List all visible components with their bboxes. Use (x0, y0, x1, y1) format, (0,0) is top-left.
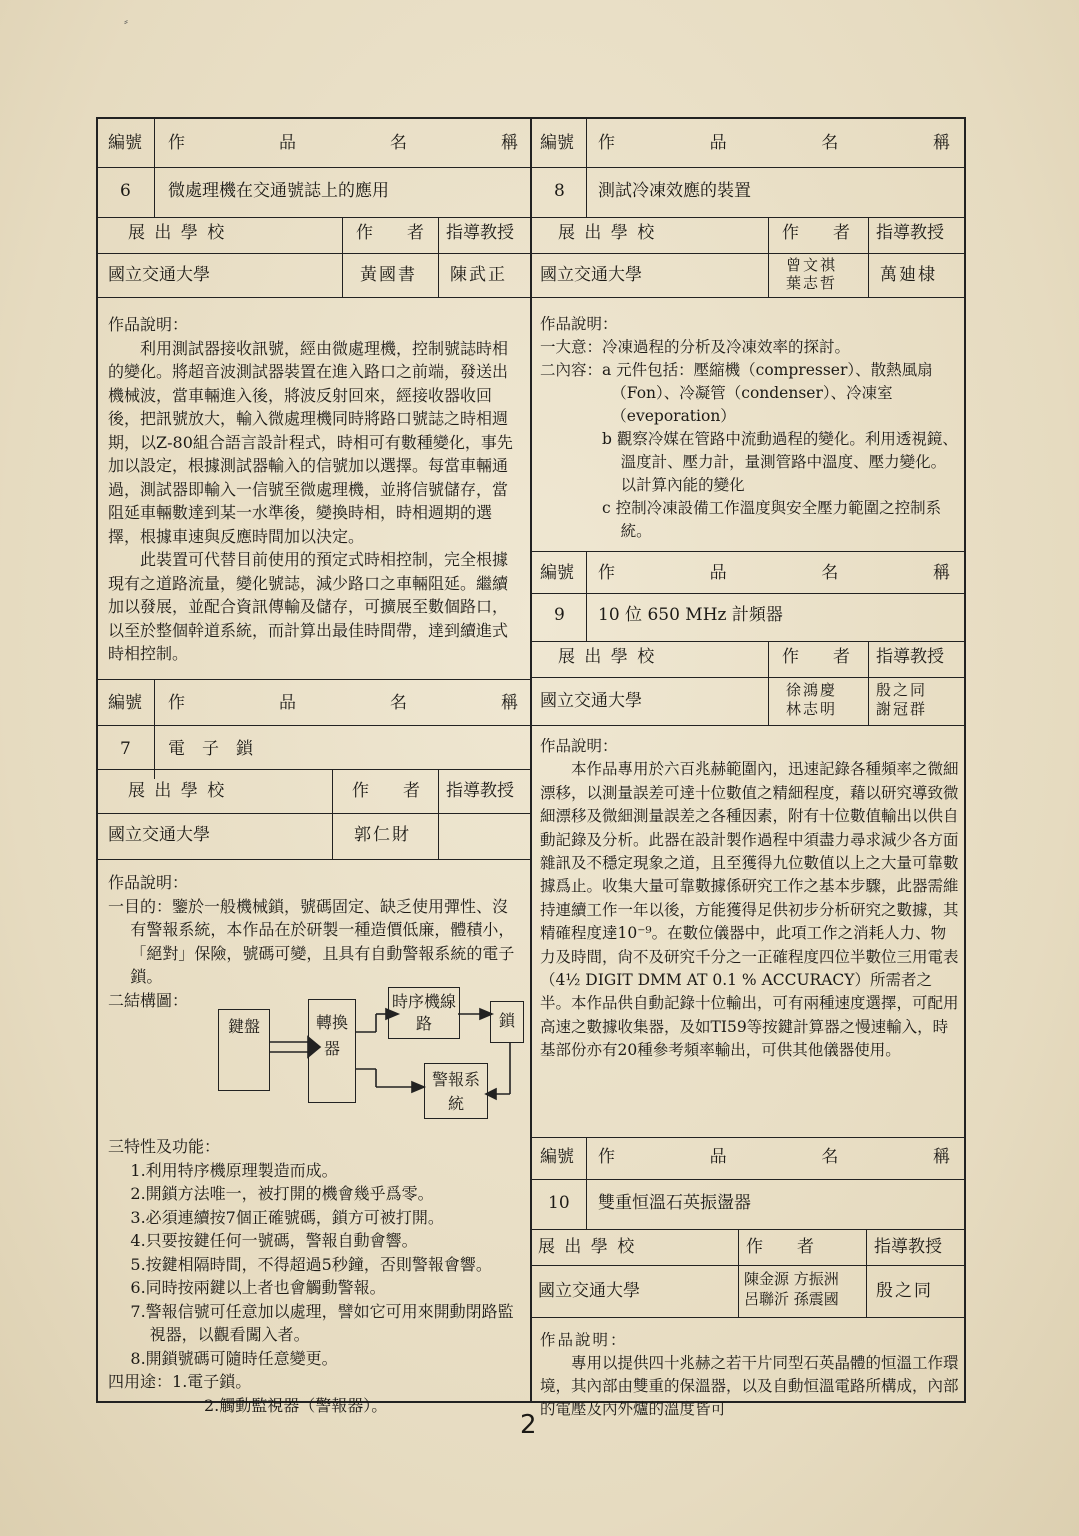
advisor-label: 指導教授 (876, 223, 944, 243)
header-name-char: 作 (598, 1147, 615, 1167)
header-name-label (598, 563, 950, 583)
author-name: 呂聯沂 孫震國 (744, 1290, 839, 1308)
header-name-char: 品 (279, 133, 296, 153)
entry-number: 6 (120, 181, 131, 201)
header-name-label (598, 133, 950, 153)
lock-box: 鎖 (490, 1001, 524, 1043)
divider (532, 1137, 964, 1138)
ink-mark: ⸗ (124, 14, 128, 28)
entry-number: 9 (554, 605, 565, 625)
author-label: 作 者 (352, 781, 420, 801)
advisor-names (876, 681, 927, 719)
header-name-char: 作 (598, 563, 615, 583)
advisor-name: 殷之同 (876, 681, 928, 699)
advisor-label: 指導教授 (446, 223, 514, 243)
content-line: c 控制冷凍設備工作溫度與安全壓力範圍之控制系統。 (602, 499, 942, 540)
entry-10-description (540, 1329, 960, 1421)
header-name-char: 名 (821, 133, 839, 153)
divider (532, 217, 964, 218)
divider (532, 1265, 964, 1266)
school-label: 展 出 學 校 (128, 781, 227, 801)
divider (532, 641, 964, 642)
divider (768, 641, 769, 725)
header-name-char: 名 (390, 693, 407, 713)
feature-item: 7.警報信號可任意加以處理，譬如它可用來開動閉路監視器，以觀看闖入者。 (130, 1301, 514, 1344)
description-title: 作品說明： (540, 737, 618, 755)
feature-item: 1.利用特序機原理製造而成。 (130, 1160, 338, 1180)
description-title: 作品說明： (108, 873, 189, 892)
entry-8-description (540, 313, 960, 543)
author-names (786, 256, 837, 292)
switcher-box: 轉換器 (308, 999, 356, 1103)
use-item: 2.觸動監視器（警報器）。 (204, 1395, 388, 1415)
description-paragraph: 本作品專用於六百兆赫範圍內，迅速記錄各種頻率之微細漂移，以測量誤差可達十位數值之精細程度，藉以研究導致微細漂移及微細測量誤差之各種因素，附有十位數值輸出以供自動記錄及分析。此器在設計製作過程中須盡力尋求減少各方面雜訊及不穩定現象之道，且至獲得九位數值以上之大量可靠數據爲止。收集大量可靠數據係研究工作之基本步驟，此器需維持連續工作一年以後，方能獲得足供初步分析研究之數據，其精確程度達10⁻⁹。在數位儀器中，此項工作之消耗人力、物力及時間，尙不及研究千分之一正確程度四位半數位三用電表（4½ DIGIT DMM AT 0.1 % ACCURACY）所需者之半。本作品供自動記錄十位輸出，可有兩種速度選擇，可配用高速之數據收集器，及如TI59等按鍵計算器之慢速輸入，時基部份亦有20種參考頻率輸出，可供其他儀器使用。 (540, 760, 959, 1060)
divider (866, 1229, 867, 1317)
divider (586, 1137, 587, 1229)
header-no-label: 編號 (108, 133, 142, 153)
advisor-label: 指導教授 (874, 1237, 942, 1257)
feature-item: 6.同時按兩鍵以上者也會觸動警報。 (130, 1278, 386, 1297)
header-name-char: 名 (821, 1147, 839, 1167)
advisor-name: 陳武正 (450, 265, 507, 285)
author-label: 作 者 (782, 647, 850, 667)
school-name: 國立交通大學 (538, 1281, 640, 1301)
school-label: 展 出 學 校 (128, 223, 227, 243)
author-label: 作 者 (356, 223, 424, 243)
school-name: 國立交通大學 (108, 265, 210, 285)
description-title: 作品說明： (540, 1331, 628, 1349)
header-name-char: 稱 (932, 133, 950, 153)
description-paragraph: 專用以提供四十兆赫之若干片同型石英晶體的恒溫工作環境，其內部由雙重的保溫器，以及自動恒溫電路所構成，內部的電壓及內外爐的溫度皆可 (540, 1354, 959, 1418)
divider (532, 1317, 964, 1318)
author-name: 曾文祺 (786, 256, 838, 274)
uses-label: 四用途： (108, 1372, 173, 1391)
divider (532, 253, 964, 254)
author-name: 郭仁財 (354, 825, 411, 845)
purpose-text: 一目的：鑒於一般機械鎖，號碼固定、缺乏使用彈性、沒有警報系統，本作品在於研製一種造價低廉，體積小，「絕對」保險，號碼可變，且具有自動警報系統的電子鎖。 (108, 896, 515, 986)
divider (586, 551, 587, 641)
entry-7-features (108, 1135, 522, 1417)
feature-item: 3.必須連續按7個正確號碼，鎖方可被打開。 (130, 1207, 444, 1227)
school-name: 國立交通大學 (540, 265, 642, 285)
header-name-char: 作 (598, 133, 615, 153)
feature-item: 5.按鍵相隔時間，不得超過5秒鐘，否則警報會響。 (130, 1254, 492, 1274)
divider (868, 641, 869, 725)
entry-number: 7 (120, 739, 131, 759)
advisor-name: 謝冠群 (876, 700, 928, 718)
school-label: 展 出 學 校 (538, 1237, 637, 1257)
advisor-label: 指導教授 (446, 781, 514, 801)
summary-line: 一大意：冷凍過程的分析及冷凍效率的探討。 (540, 338, 851, 356)
entry-9-description (540, 735, 960, 1063)
divider (532, 1179, 964, 1180)
advisor-name: 萬廸棣 (880, 265, 937, 285)
school-name: 國立交通大學 (108, 825, 210, 845)
left-column (98, 119, 532, 1415)
author-label: 作 者 (782, 223, 850, 243)
divider (532, 551, 964, 552)
header-name-char: 品 (709, 563, 727, 583)
header-name-label (598, 1147, 950, 1167)
header-name-char: 稱 (501, 133, 518, 153)
description-title: 作品說明： (540, 315, 618, 333)
divider (532, 297, 964, 298)
divider (532, 677, 964, 678)
entry-title: 測試冷凍效應的裝置 (598, 181, 751, 201)
header-name-char: 稱 (932, 563, 950, 583)
description-paragraph: 利用測試器接收訊號，經由微處理機，控制號誌時相的變化。將超音波測試器裝置在進入路口之前端，發送出機械波，當車輛進入後，將波反射回來，經接收器收回後，把訊號放大，輸入微處理機同時將路口號誌之時相週期，以Z-80組合語言設計程式，時相可有數種變化，事先加以設定，根據測試器輸入的信號加以選擇。每當車輛通過，測試器即輸入一信號至微處理機，並將信號儲存，當阻延車輛數達到某一水準後，變換時相，時相週期的選擇，根據車速與反應時間加以決定。 (108, 338, 513, 546)
school-label: 展 出 學 校 (558, 223, 657, 243)
advisor-name: 殷之同 (876, 1281, 933, 1301)
feature-item: 2.開鎖方法唯一，被打開的機會幾乎爲零。 (130, 1184, 434, 1203)
divider (586, 119, 587, 217)
entry-title: 微處理機在交通號誌上的應用 (168, 181, 389, 201)
advisor-label: 指導教授 (876, 647, 944, 667)
structure-label: 二結構圖： (108, 990, 189, 1010)
author-name: 陳金源 方振洲 (744, 1270, 839, 1288)
feature-item: 4.只要按鍵任何一號碼，警報自動會響。 (130, 1231, 418, 1250)
header-name-char: 稱 (932, 1147, 950, 1167)
description-paragraph: 此裝置可代替目前使用的預定式時相控制，完全根據現有之道路流量，變化號誌，減少路口之車輛阻延。繼續加以發展，並配合資訊傳輸及儲存，可擴展至數個路口，以至於整個幹道系統，而計算出最佳時間帶，達到續進式時相控制。 (108, 550, 509, 663)
divider (532, 1229, 964, 1230)
alarm-system-box: 警報系統 (424, 1063, 488, 1119)
entry-title: 10 位 650 MHz 計頻器 (598, 605, 783, 625)
author-names (744, 1269, 839, 1309)
keyboard-box: 鍵盤 (218, 1009, 270, 1091)
timing-circuit-box: 時序機線路 (388, 987, 460, 1039)
divider (532, 167, 964, 168)
feature-item: 8.開鎖號碼可隨時任意變更。 (130, 1348, 338, 1368)
author-name: 林志明 (786, 700, 838, 718)
description-title: 作品說明： (108, 315, 189, 334)
right-column (532, 119, 964, 1418)
divider (868, 217, 869, 297)
page-number: 2 (520, 1410, 537, 1440)
header-no-label: 編號 (108, 693, 142, 713)
content-line: 二內容：a 元件包括：壓縮機（compresser）、散熱風扇（Fon）、冷凝管（condenser）、冷凍室（eveporation） (540, 361, 933, 425)
header-name-char: 名 (390, 133, 407, 153)
entry-number: 8 (554, 181, 565, 201)
use-item: 1.電子鎖。 (172, 1372, 252, 1391)
header-no-label: 編號 (540, 133, 574, 153)
divider (768, 217, 769, 297)
entry-title: 電 子 鎖 (168, 739, 253, 759)
divider (738, 1229, 739, 1317)
author-label: 作 者 (746, 1237, 814, 1257)
school-label: 展 出 學 校 (558, 647, 657, 667)
header-name-char: 作 (168, 693, 185, 713)
header-name-char: 品 (279, 693, 296, 713)
header-no-label: 編號 (540, 1147, 574, 1167)
author-name: 黃國書 (360, 265, 417, 285)
header-name-char: 稱 (501, 693, 518, 713)
header-name-char: 名 (821, 563, 839, 583)
author-names (786, 681, 837, 719)
header-name-char: 品 (709, 1147, 727, 1167)
divider (532, 725, 964, 726)
author-name: 徐鴻慶 (786, 681, 838, 699)
features-label: 三特性及功能： (108, 1137, 221, 1156)
catalog-frame (96, 117, 966, 1418)
entry-number: 10 (548, 1193, 570, 1213)
author-name: 葉志哲 (786, 274, 838, 292)
school-name: 國立交通大學 (540, 691, 642, 711)
content-line: b 觀察冷媒在管路中流動過程的變化。利用透視鏡、溫度計、壓力計，量測管路中溫度、壓力變化。以計算內能的變化 (602, 430, 958, 494)
entry-title: 雙重恒溫石英振盪器 (598, 1193, 751, 1213)
uses-line (108, 1370, 522, 1394)
header-no-label: 編號 (540, 563, 574, 583)
header-name-char: 作 (168, 133, 185, 153)
header-name-char: 品 (709, 133, 727, 153)
divider (532, 593, 964, 594)
